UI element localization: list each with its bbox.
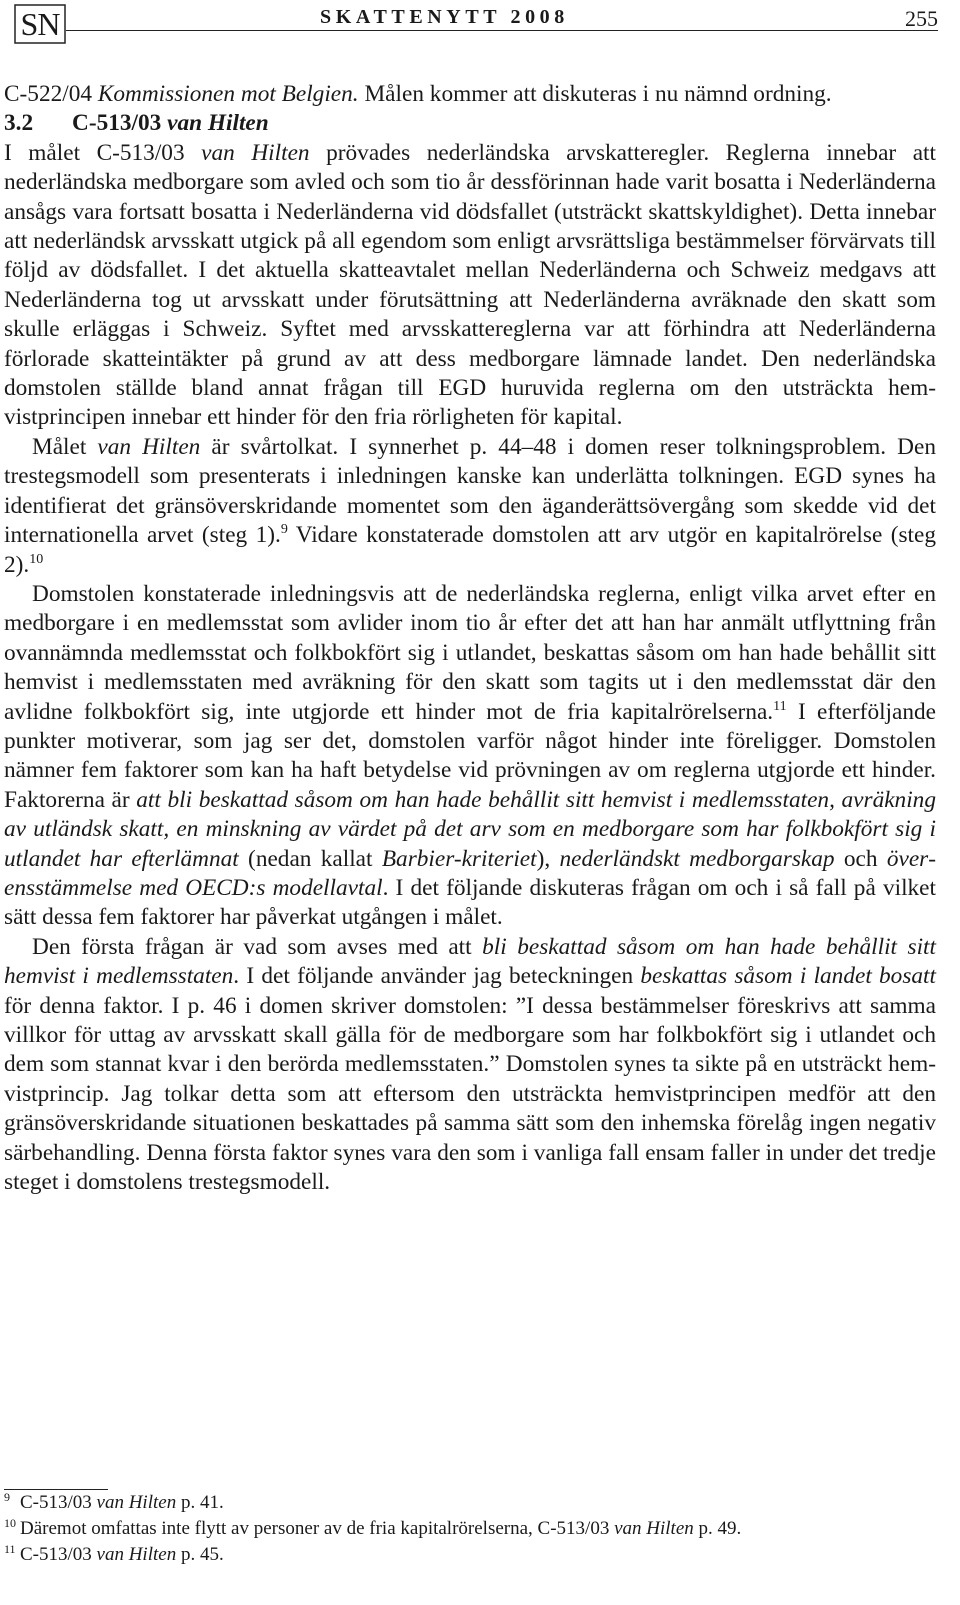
paragraph-text: och [834,845,887,872]
footnotes [4,1490,936,1568]
paragraph-text: I efterföljande punkter motiverar, som jag ser det, domstolen varför något hinder inte föreligger. Domstolen nämner fem faktorer som kan ha haft betydelse vid prövningen av om reglerna utgjorde ett hinder. Faktorerna är [4,698,937,813]
italic-text: Barbier-kriteriet [381,845,537,872]
italic-text: nederländskt medborgarskap [559,845,835,872]
footnote-ref[interactable]: 10 [29,551,44,567]
paragraph [4,580,936,933]
footnote-text: p. 41. [176,1492,224,1513]
case-name: Kommissionen mot Belgien. [97,81,359,107]
section-title: C-513/03 [72,110,168,137]
italic-text: överensstämmelse med OECD:s modellavtal [4,845,936,901]
paragraph-text: prövades nederländska arvskatteregler. Reglerna innebar att nederländska medborgare som avled och som tio år dessförinnan hade varit bosatta i Nederländerna ansågs vara fortsatt bosatta i Nederländerna vid dödsfallet (utsträckt skattskyldighet). Detta innebar att nederländsk arvsskatt utgick på all egendom som enligt arvsrättsliga bestämmelser förvärvats till följd av dödsfallet. I det aktuella skatteavtalet mellan Nederländerna och Schweiz medgavs att Nederländerna tog ut arvsskatt under förutsättning att Nederländerna avräknade den skatt som skulle erläggas i Schweiz. Syftet med arvsskattereglerna var att förhindra att Nederländerna förlorade skatteintäkter på grund av att dess medborgare lämnade landet. Den nederländska domstolen ställde bland annat frågan till EGD huruvida reglerna om den utsträckta hemvistprincipen innebar ett hinder för den fria rörligheten för kapital. [4,139,936,431]
footnote: 10 Däremot omfattas inte flytt av personer av de fria kapitalrörelserna, C-513/03 van Hilten p. 49. [4,1515,742,1539]
italic-text: att bli beskattad såsom om han hade behållit sitt hemvist i medlemsstaten, avräkning av utländsk skatt, en minskning av värdet på det arv som en medborgare som har folkbokfört sig i utlandet har efterlämnat [4,786,936,872]
footnote: 11 C-513/03 van Hilten p. 45. [4,1541,224,1565]
footnote-text: p. 45. [176,1544,224,1565]
paragraph [4,139,936,433]
journal-title: SKATTENYTT 2008 [320,6,569,28]
intro-paragraph [4,80,936,109]
paragraph-text: Den första frågan är vad som avses med att [32,933,483,960]
footnote-text: C-513/03 [20,1544,97,1565]
paragraph-text: ), [536,845,560,872]
footnote-ref[interactable]: 11 [773,698,787,714]
intro-text: Målen kommer att diskuteras i nu nämnd ordning. [358,81,832,107]
case-name: van Hilten [201,139,310,166]
paragraph-text: . I det följande diskuteras frågan om och i så fall på vilket sätt dessa fem faktorer har påverkat utgången i målet. [4,874,936,931]
page-header [0,0,960,50]
footnote-text: C-513/03 [20,1492,97,1513]
paragraph-text: . I det följande använder jag beteckningen [233,963,641,990]
case-name: van Hilten [96,1544,177,1565]
intro-text: C-522/04 [4,81,98,107]
case-name: van Hilten [96,1492,177,1513]
paragraph-text: Vidare konstaterade domstolen att arv utgör en kapitalrörelse (steg 2). [4,522,936,578]
paragraph-text: är svårtolkat. I synnerhet p. 44–48 i domen reser tolkningsproblem. Den trestegsmodell som presenterats i inledningen kanske kan underlätta tolkningen. EGD synes ha identifierat det gränsöverskridande momentet som den äganderättsövergång som skedde vid det internationella arvet (steg 1). [4,433,936,549]
case-name: van Hilten [97,433,201,460]
paragraph-text: I målet C-513/03 [4,139,202,166]
page-number: 255 [905,6,938,31]
paragraph-text: för denna faktor. I p. 46 i domen skriver domstolen: ”I dessa bestämmelser föreskrivs att samma villkor för uttag av arvsskatt skall gälla för de medborgare som har folkbokfört sig i utlandet och dem som stannat kvar i den berörda medlemsstaten.” Domstolen synes ta sikte på en utsträckt hemvistprincip. Jag tolkar detta som att eftersom den utsträckta hemvistprincipen medför att den gränsöverskridande situationen beskattades på samma sätt som den inhemska förelåg ingen negativ särbehandling. Denna första faktor synes vara den som i vanliga fall ensam faller in under det tredje steget i domstolens trestegsmodell. [4,992,936,1196]
paragraph-text: Målet [32,433,98,460]
section-number: 3.2 [4,110,34,137]
italic-text: beskattas såsom i landet bosatt [640,963,936,990]
case-name: van Hilten [614,1518,694,1539]
footnote-text: Däremot omfattas inte flytt av personer av de fria kapitalrörelserna, C-513/03 [20,1518,615,1539]
italic-text: bli beskattad såsom om han hade behållit sitt hemvist i medlemsstaten [4,933,936,990]
paragraph [4,933,936,1198]
paragraph [4,433,936,580]
section-heading [4,109,936,138]
header-rule [66,30,938,31]
paragraph-text: Domstolen konstaterade inledningsvis att de nederländska reglerna, enligt vilka arvet efter en medborgare i en medlemsstat som avlider inom tio år efter det att han har anmält utflyttning från ovannämnda medlemsstat och folkbokfört sig i utlandet, beskattas såsom om han hade behållit sitt hemvist i medlemsstaten med avräkning för den skatt som tagits ut i den medlemsstat där den avlidne folkbokfört sig, inte utgjorde ett hinder mot de fria kapitalrörelserna. [4,580,936,725]
footnote-ref[interactable]: 9 [280,522,288,538]
article-body [4,80,936,1197]
section-title-case: van Hilten [167,110,269,137]
paragraph-text: (nedan kallat [238,845,382,872]
footnote: 9 C-513/03 van Hilten p. 41. [4,1489,224,1513]
footnote-text: p. 49. [693,1518,742,1539]
journal-logo [14,4,66,44]
logo-text: SN [20,6,60,42]
